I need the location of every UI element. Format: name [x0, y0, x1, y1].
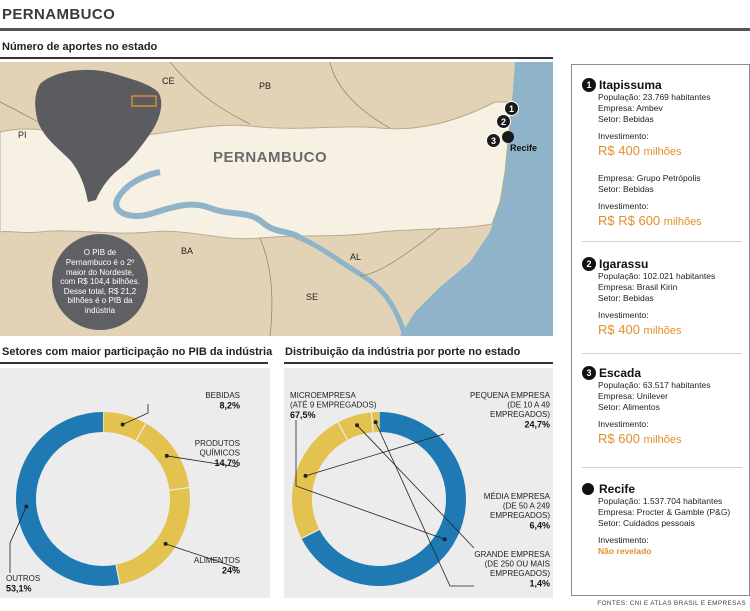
company-text: Empresa: Ambev [598, 103, 663, 113]
population-text: População: 1.537.704 habitantes [598, 496, 723, 506]
chart1-label-2-line-0: ALIMENTOS [193, 556, 240, 565]
chart1-value-label-2: 24% [221, 565, 240, 576]
chart2-label-2-line-1: (DE 50 A 249 [502, 501, 550, 511]
chart2-label-3-line-1: (DE 250 OU MAIS [484, 559, 550, 569]
location-number-badge: 3 [582, 366, 596, 380]
chart2-value-label-3: 1,4% [529, 578, 550, 589]
size-donut-chart [284, 368, 553, 598]
locations-panel [571, 64, 750, 596]
recife-marker [502, 131, 514, 143]
state-label-se: SE [306, 292, 319, 302]
investment-label: Investimento: [598, 131, 649, 141]
investment-value [582, 321, 747, 340]
chart2-label-1-line-1: (DE 10 A 49 [507, 400, 550, 410]
investment-not-revealed: Não revelado [598, 546, 652, 556]
chart2-title-rule [284, 362, 553, 364]
chart2-label-1-line-2: EMPREGADOS) [489, 410, 550, 419]
investment-label: Investimento: [598, 201, 649, 211]
chart1-label-1-line-1: QUÍMICOS [199, 448, 240, 458]
location-number-badge: 1 [582, 78, 596, 92]
page-title: PERNAMBUCO [2, 6, 116, 23]
panel-separator [582, 467, 742, 468]
chart1-slice-1 [141, 432, 179, 489]
chart2-value-label-0: 67,5% [290, 410, 316, 420]
panel-separator [582, 241, 742, 242]
chart2-label-0-line-1: (ATÉ 9 EMPREGADOS) [290, 400, 377, 410]
state-label-pb: PB [259, 81, 272, 91]
map-main-label: PERNAMBUCO [213, 149, 328, 166]
company-text: Empresa: Unilever [598, 391, 668, 401]
sector-text: Setor: Bebidas [598, 114, 654, 124]
chart2-label-3-line-0: GRANDE EMPRESA [474, 550, 550, 559]
company-text: Empresa: Grupo Petrópolis [598, 173, 701, 183]
chart1-label-3-line-0: OUTROS [6, 574, 41, 583]
map-title: Número de aportes no estado [2, 41, 158, 53]
investment-unit: milhões [643, 434, 682, 446]
chart1-slice-3 [26, 422, 118, 576]
map-marker-1: 1 [504, 101, 519, 116]
investment-amount: R$ 400 [598, 143, 640, 158]
company-text: Empresa: Procter & Gamble (P&G) [598, 507, 731, 517]
state-label-al: AL [350, 252, 362, 262]
state-label-pi: PI [18, 130, 27, 140]
source-credit: FONTES: CNI E ATLAS BRASIL E EMPRESAS [597, 600, 746, 607]
map-marker-3: 3 [486, 133, 501, 148]
population-text: População: 63.517 habitantes [598, 380, 711, 390]
sector-donut-chart [0, 368, 270, 598]
chart1-slice-2 [118, 489, 180, 575]
chart1-title-rule [0, 362, 268, 364]
recife-dot-icon [582, 483, 594, 495]
investment-amount: R$ R$ 600 [598, 213, 661, 228]
chart2-label-1-line-0: PEQUENA EMPRESA [469, 391, 550, 400]
location-number-badge: 2 [582, 257, 596, 271]
location-name: Escada [599, 366, 642, 380]
sector-text: Setor: Cuidados pessoais [598, 518, 695, 528]
chart2-label-0-line-0: MICROEMPRESA [290, 391, 356, 400]
sector-text: Setor: Bebidas [598, 184, 654, 194]
chart1-leader-dot-3 [24, 504, 28, 508]
population-text: População: 23.769 habitantes [598, 92, 711, 102]
chart1-value-label-0: 8,2% [219, 400, 240, 411]
population-text: População: 102.021 habitantes [598, 271, 716, 281]
location-igarassu [582, 257, 747, 340]
chart2-value-label-2: 6,4% [529, 520, 550, 531]
investment-label: Investimento: [598, 535, 649, 545]
company-text: Empresa: Brasil Kirin [598, 282, 678, 292]
investment-value [582, 212, 747, 231]
pib-badge-text: O PIB de Pernambuco é o 2º maior do Nordeste, com R$ 104,4 bilhões. Desse total, R$ 21,2 bilhões é o PIB da indústria [60, 248, 140, 315]
chart2-slice-1 [302, 431, 343, 534]
map-marker-2: 2 [496, 114, 511, 129]
chart2-label-3-line-2: EMPREGADOS) [489, 569, 550, 578]
chart1-leader-dot-0 [121, 423, 125, 427]
investment-unit: milhões [643, 325, 682, 337]
chart2-title: Distribuição da indústria por porte no estado [285, 346, 521, 358]
location-name: Igarassu [599, 257, 649, 271]
investment-label: Investimento: [598, 419, 649, 429]
location-name: Itapissuma [599, 78, 662, 92]
sector-text: Setor: Bebidas [598, 293, 654, 303]
chart1-value-label-1: 14,7% [214, 458, 240, 468]
sector-text: Setor: Alimentos [598, 402, 660, 412]
investment-value [582, 430, 747, 449]
pib-badge [52, 234, 148, 330]
chart2-leader-dot-1 [304, 474, 308, 478]
investment-unit: milhões [663, 216, 702, 228]
investment-unit: milhões [643, 146, 682, 158]
chart1-title: Setores com maior participação no PIB da indústria [2, 346, 273, 358]
recife-map-label: Recife [510, 143, 538, 153]
chart2-value-label-1: 24,7% [524, 419, 550, 430]
investment-label: Investimento: [598, 310, 649, 320]
panel-separator [582, 353, 742, 354]
state-label-ce: CE [162, 76, 175, 86]
state-label-ba: BA [181, 246, 194, 256]
title-rule [0, 28, 750, 31]
chart2-label-2-line-2: EMPREGADOS) [489, 511, 550, 520]
investment-amount: R$ 600 [598, 431, 640, 446]
map-title-rule [0, 57, 553, 59]
location-itapissuma [582, 78, 747, 231]
location-escada [582, 366, 747, 449]
location-name: Recife [599, 482, 636, 496]
location-recife [582, 482, 747, 556]
chart1-label-1-line-0: PRODUTOS [194, 439, 240, 448]
chart1-value-label-3: 53,1% [6, 583, 32, 594]
investment-value [582, 142, 747, 161]
chart2-label-2-line-0: MÉDIA EMPRESA [483, 492, 550, 501]
investment-amount: R$ 400 [598, 322, 640, 337]
chart1-label-0-line-0: BEBIDAS [205, 391, 240, 400]
